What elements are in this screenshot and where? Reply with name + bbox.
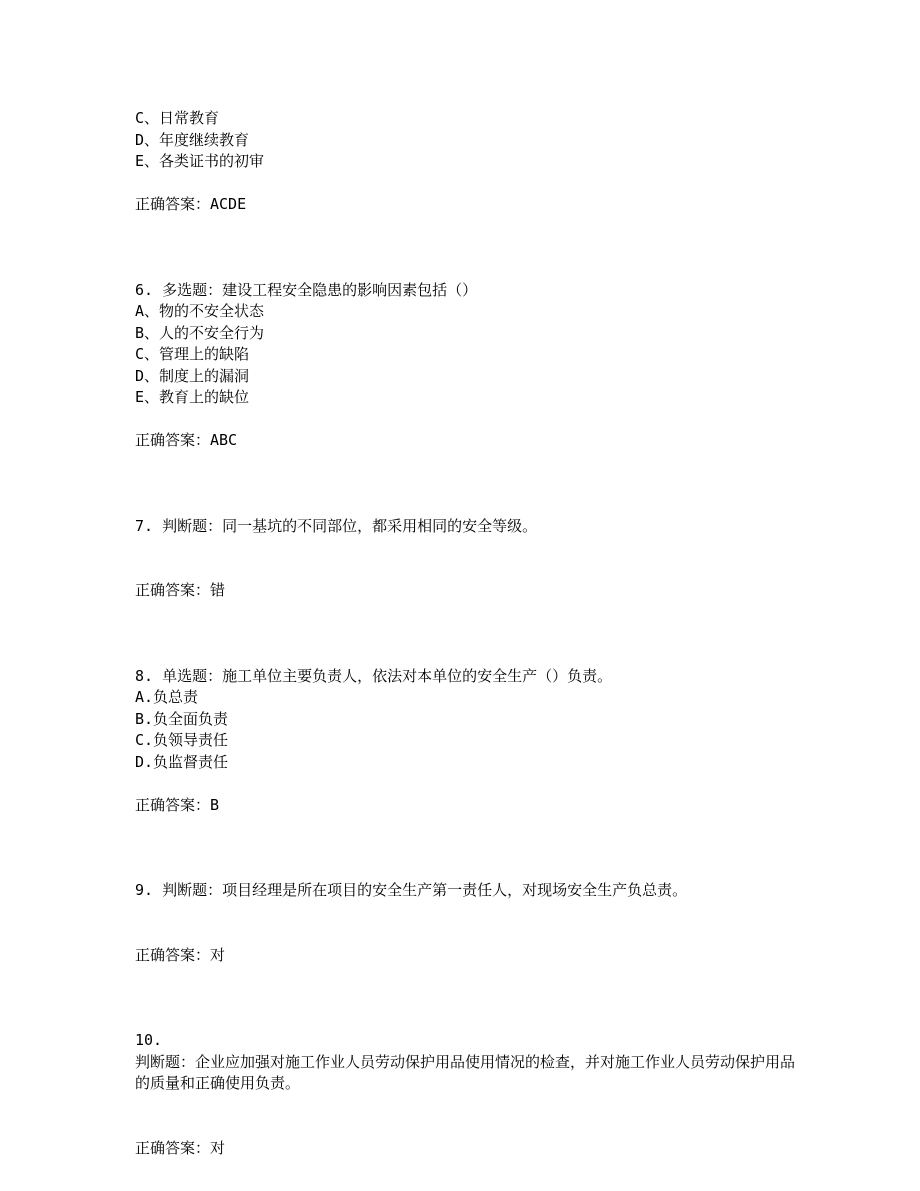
answer: 正确答案：错 [135, 581, 226, 599]
answer: 正确答案：ABC [135, 431, 238, 449]
question-stem: 6. 多选题：建设工程安全隐患的影响因素包括（） [135, 280, 478, 299]
question-stem: 8. 单选题：施工单位主要负责人，依法对本单位的安全生产（）负责。 [135, 666, 613, 685]
question-10 [135, 1030, 795, 1159]
option-c: C、日常教育 [135, 109, 220, 127]
question-9 [135, 880, 795, 966]
option-d: D、年度继续教育 [135, 130, 250, 149]
answer: 正确答案：对 [135, 945, 226, 964]
option-e: E、教育上的缺位 [135, 388, 250, 406]
option-b: B.负全面负责 [135, 709, 229, 728]
exam-page [135, 108, 795, 1159]
question-stem: 7. 判断题：同一基坑的不同部位，都采用相同的安全等级。 [135, 516, 538, 535]
option-c: C.负领导责任 [135, 731, 229, 749]
option-a: A、物的不安全状态 [135, 302, 265, 320]
option-a: A.负总责 [135, 688, 199, 706]
question-number: 10. [135, 1031, 163, 1049]
answer: 正确答案：ACDE [135, 195, 247, 213]
question-stem: 判断题：企业应加强对施工作业人员劳动保护用品使用情况的检查，并对施工作业人员劳动保护用品的质量和正确使用负责。 [135, 1052, 796, 1092]
answer: 正确答案：B [135, 795, 220, 814]
answer: 正确答案：对 [135, 1138, 226, 1157]
option-b: B、人的不安全行为 [135, 323, 265, 342]
option-d: D.负监督责任 [135, 752, 229, 771]
option-c: C、管理上的缺陷 [135, 345, 250, 363]
question-7 [135, 516, 795, 602]
question-6 [135, 280, 795, 452]
question-stem: 9. 判断题：项目经理是所在项目的安全生产第一责任人，对现场安全生产负总责。 [135, 881, 688, 899]
option-d: D、制度上的漏洞 [135, 366, 250, 385]
question-5-continued [135, 108, 795, 216]
question-8 [135, 666, 795, 817]
option-e: E、各类证书的初审 [135, 152, 265, 170]
